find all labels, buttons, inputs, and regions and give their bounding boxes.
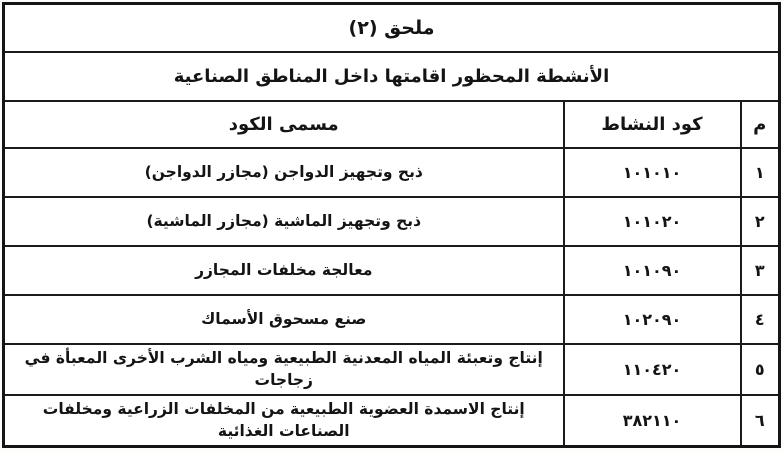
header-index: م bbox=[741, 101, 780, 148]
subtitle-row bbox=[4, 52, 780, 101]
header-activity-code: كود النشاط bbox=[564, 101, 741, 148]
row-index: ٥ bbox=[741, 344, 780, 395]
appendix-table bbox=[2, 2, 781, 448]
activity-code: ١٠٢٠٩٠ bbox=[564, 295, 741, 344]
activity-name: ذبح وتجهيز الماشية (مجازر الماشية) bbox=[4, 197, 564, 246]
activity-code: ١١٠٤٢٠ bbox=[564, 344, 741, 395]
table-row bbox=[4, 295, 780, 344]
table-row bbox=[4, 395, 780, 447]
title-row bbox=[4, 4, 780, 52]
row-index: ٣ bbox=[741, 246, 780, 295]
row-index: ١ bbox=[741, 148, 780, 197]
document-title: ملحق (٢) bbox=[4, 4, 780, 52]
table-row bbox=[4, 197, 780, 246]
activity-code: ١٠١٠٩٠ bbox=[564, 246, 741, 295]
activity-name: معالجة مخلفات المجازر bbox=[4, 246, 564, 295]
row-index: ٢ bbox=[741, 197, 780, 246]
activity-name: إنتاج وتعبئة المياه المعدنية الطبيعية ومياه الشرب الأخرى المعبأة في زجاجات bbox=[4, 344, 564, 395]
table-row bbox=[4, 148, 780, 197]
table-row bbox=[4, 344, 780, 395]
activity-name: إنتاج الاسمدة العضوية الطبيعية من المخلفات الزراعية ومخلفات الصناعات الغذائية bbox=[4, 395, 564, 447]
row-index: ٦ bbox=[741, 395, 780, 447]
table-header-row bbox=[4, 101, 780, 148]
document-subtitle: الأنشطة المحظور اقامتها داخل المناطق الصناعية bbox=[4, 52, 780, 101]
table-row bbox=[4, 246, 780, 295]
header-code-name: مسمى الكود bbox=[4, 101, 564, 148]
activity-code: ١٠١٠٢٠ bbox=[564, 197, 741, 246]
activity-name: صنع مسحوق الأسماك bbox=[4, 295, 564, 344]
activity-name: ذبح وتجهيز الدواجن (مجازر الدواجن) bbox=[4, 148, 564, 197]
activity-code: ٣٨٢١١٠ bbox=[564, 395, 741, 447]
activity-code: ١٠١٠١٠ bbox=[564, 148, 741, 197]
row-index: ٤ bbox=[741, 295, 780, 344]
